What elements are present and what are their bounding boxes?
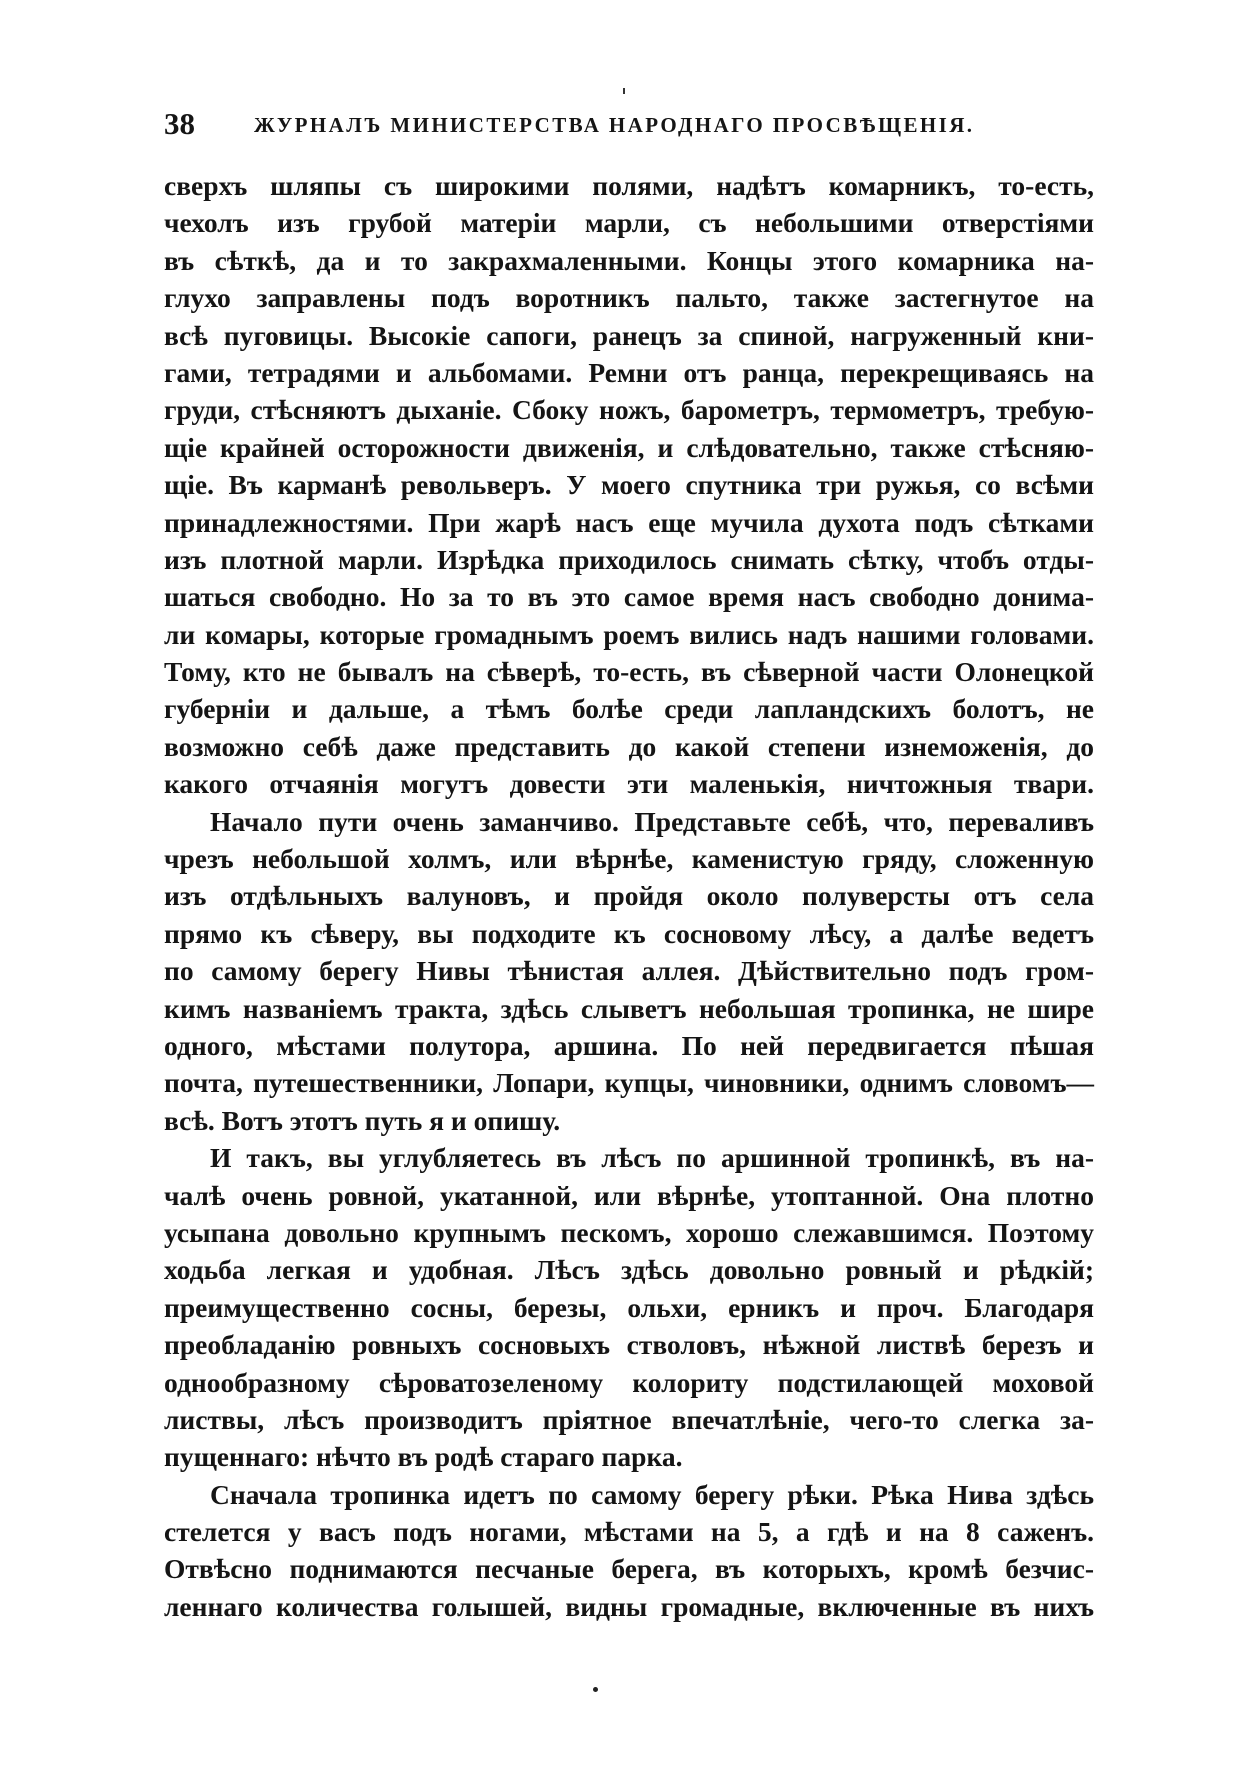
text-line: листвы, лѣсъ производитъ пріятное впечатлѣніе, чего-то слегка за- bbox=[164, 1403, 1094, 1435]
paragraph-3 bbox=[164, 1139, 1094, 1476]
text-line: груди, стѣсняютъ дыханіе. Сбоку ножъ, барометръ, термометръ, требую- bbox=[164, 394, 1094, 426]
text-line: Отвѣсно поднимаются песчаные берега, въ которыхъ, кромѣ безчис- bbox=[164, 1553, 1094, 1585]
text-line: преобладанію ровныхъ сосновыхъ стволовъ, нѣжной листвѣ березъ и bbox=[164, 1329, 1094, 1361]
paragraph-2 bbox=[164, 803, 1094, 1140]
text-line: шаться свободно. Но за то въ это самое время насъ свободно донима- bbox=[164, 581, 1094, 613]
text-line: чехолъ изъ грубой матеріи марли, съ небольшими отверстіями bbox=[164, 207, 1094, 239]
text-line: усыпана довольно крупнымъ пескомъ, хорошо слежавшимся. Поэтому bbox=[164, 1216, 1094, 1248]
text-line: губерніи и дальше, а тѣмъ болѣе среди лапландскихъ болотъ, не bbox=[164, 693, 1094, 725]
text-line: въ сѣткѣ, да и то закрахмаленными. Концы этого комарника на- bbox=[164, 244, 1094, 276]
text-line: изъ отдѣльныхъ валуновъ, и пройдя около полуверсты отъ села bbox=[164, 880, 1094, 912]
text-line: стелется у васъ подъ ногами, мѣстами на 5, а гдѣ и на 8 саженъ. bbox=[164, 1516, 1094, 1548]
text-line: ли комары, которые громаднымъ роемъ вились надъ нашими головами. bbox=[164, 618, 1094, 650]
text-line: Начало пути очень заманчиво. Представьте себѣ, что, перевaливъ bbox=[210, 805, 1094, 837]
body-text bbox=[164, 167, 1094, 1625]
text-line: гами, тетрадями и альбомами. Ремни отъ ранца, перекрещиваясь на bbox=[164, 356, 1094, 388]
text-line: чалѣ очень ровной, укатанной, или вѣрнѣе, утоптанной. Она плотно bbox=[164, 1179, 1094, 1211]
text-line: кимъ названіемъ тракта, здѣсь слыветъ небольшая тропинка, не шире bbox=[164, 992, 1094, 1024]
text-line: одного, мѣстами полутора, аршина. По ней передвигается пѣшая bbox=[164, 1029, 1094, 1061]
text-line: какого отчаянія могутъ довести эти маленькія, ничтожныя твари. bbox=[164, 768, 1094, 800]
text-line: изъ плотной марли. Изрѣдка приходилось снимать сѣтку, чтобъ отды- bbox=[164, 543, 1094, 575]
text-line: И такъ, вы углубляетесь въ лѣсъ по аршинной тропинкѣ, въ на- bbox=[210, 1142, 1094, 1174]
print-mark bbox=[593, 1687, 598, 1692]
text-line: всѣ. Вотъ этотъ путь я и опишу. bbox=[164, 1104, 561, 1136]
text-line: щіе. Въ карманѣ револьверъ. У моего спутника три ружья, со всѣми bbox=[164, 469, 1094, 501]
text-line: чрезъ небольшой холмъ, или вѣрнѣе, каменистую гряду, сложенную bbox=[164, 843, 1094, 875]
text-line: глухо заправлены подъ воротникъ пальто, также застегнутое на bbox=[164, 282, 1094, 314]
text-line: возможно себѣ даже представить до какой степени изнеможенія, до bbox=[164, 730, 1094, 762]
print-mark bbox=[623, 88, 625, 94]
text-line: преимущественно сосны, березы, ольхи, ерникъ и проч. Благодаря bbox=[164, 1291, 1094, 1323]
text-line: прямо къ сѣверу, вы подходите къ сосновому лѣсу, а далѣе ведетъ bbox=[164, 917, 1094, 949]
text-line: по самому берегу Нивы тѣнистая аллея. Дѣйствительно подъ гром- bbox=[164, 955, 1094, 987]
text-line: пущеннаго: нѣчто въ родѣ стараго парка. bbox=[164, 1441, 683, 1473]
paragraph-4 bbox=[164, 1476, 1094, 1626]
text-line: щіе крайней осторожности движенія, и слѣдовательно, также стѣсняю- bbox=[164, 431, 1094, 463]
text-line: однообразному сѣроватозеленому колориту подстилающей моховой bbox=[164, 1366, 1094, 1398]
text-line: принадлежностями. При жарѣ насъ еще мучила духота подъ сѣтками bbox=[164, 506, 1094, 538]
text-line: всѣ пуговицы. Высокіе сапоги, ранецъ за спиной, нагруженный кни- bbox=[164, 319, 1094, 351]
text-line: почта, путешественники, Лопари, купцы, чиновники, однимъ словомъ— bbox=[164, 1067, 1094, 1099]
text-line: сверхъ шляпы съ широкими полями, надѣтъ комарникъ, то-есть, bbox=[164, 170, 1094, 201]
running-head: ЖУРНАЛЪ МИНИСТЕРСТВА НАРОДНАГО ПРОСВѢЩЕНІЯ. bbox=[254, 113, 975, 137]
paragraph-1 bbox=[164, 167, 1094, 803]
page-number: 38 bbox=[164, 106, 195, 141]
text-line: леннаго количества голышей, видны громадные, включенные въ нихъ bbox=[164, 1590, 1094, 1622]
text-line: Тому, кто не бывалъ на сѣверѣ, то-есть, въ сѣверной части Олонецкой bbox=[164, 656, 1094, 688]
text-line: Сначала тропинка идетъ по самому берегу рѣки. Рѣка Нива здѣсь bbox=[210, 1478, 1094, 1510]
page-header bbox=[164, 104, 1094, 144]
text-line: ходьба легкая и удобная. Лѣсъ здѣсь довольно ровный и рѣдкій; bbox=[164, 1254, 1094, 1286]
